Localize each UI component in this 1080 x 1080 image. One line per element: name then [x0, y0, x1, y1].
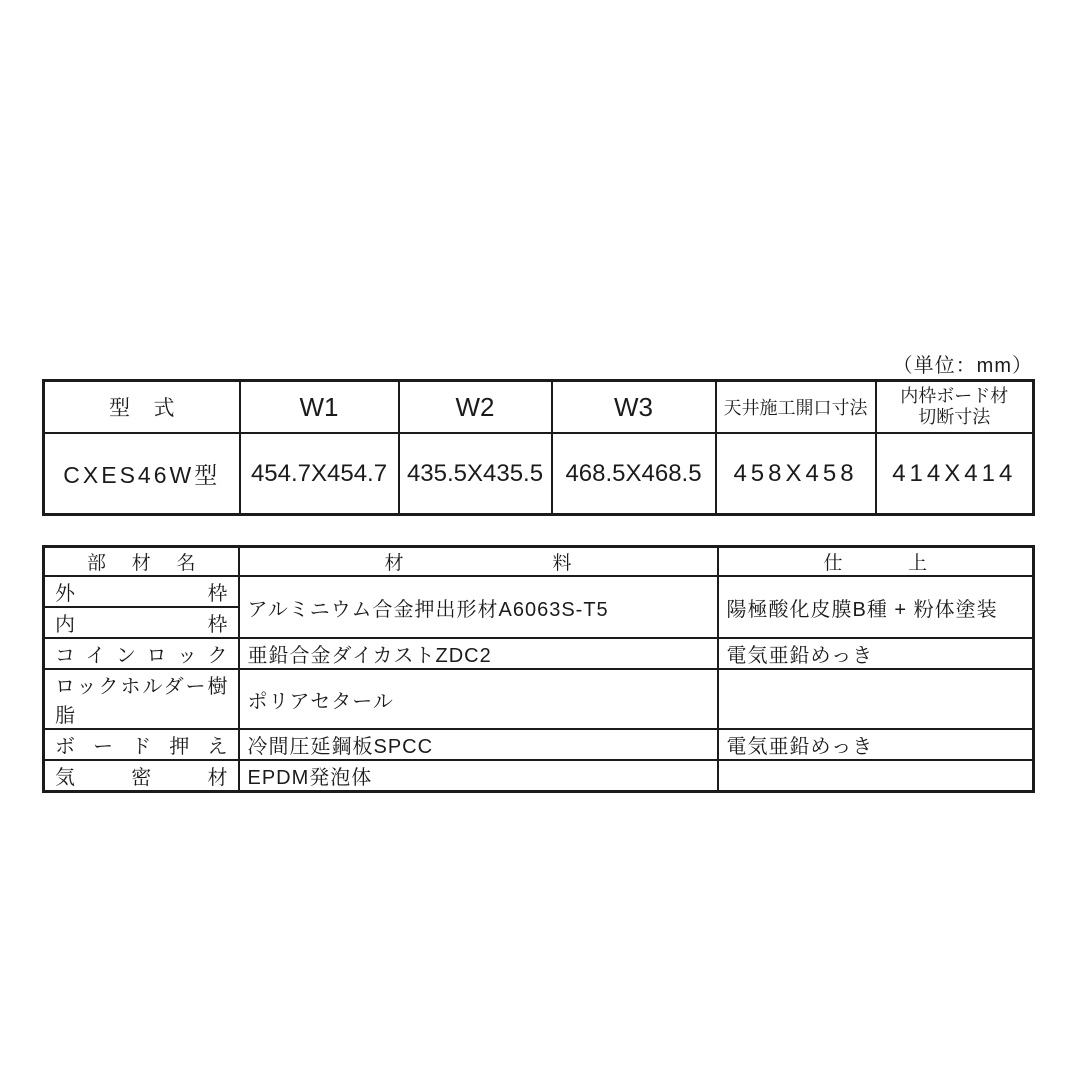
materials-header-part-cell: 部 材 名	[44, 547, 239, 577]
spec-header-w1-cell: W1	[240, 381, 399, 434]
gasket-material-cell: EPDM発泡体	[239, 760, 718, 792]
lock-holder-resin-finish-cell	[718, 669, 1034, 729]
materials-header-material-cell: 材 料	[239, 547, 718, 577]
lock-holder-resin-part-cell: ロックホルダー樹脂	[44, 669, 239, 729]
spec-table	[42, 379, 1035, 516]
board-retainer-part-cell: ボ ー ド 押 え	[44, 729, 239, 760]
board-retainer-row	[44, 729, 1034, 760]
board-retainer-finish-cell: 電気亜鉛めっき	[718, 729, 1034, 760]
spec-header-model-cell: 型 式	[44, 381, 240, 434]
outer-frame-part-cell: 外 枠	[44, 576, 239, 607]
spec-header-w2-cell: W2	[399, 381, 552, 434]
coin-lock-row	[44, 638, 1034, 669]
spec-data-row	[44, 433, 1034, 515]
spec-w2-value-cell: 435.5X435.5	[399, 433, 552, 515]
inner-board-header-line2: 切断寸法	[918, 407, 991, 427]
lock-holder-resin-material-cell: ポリアセタール	[239, 669, 718, 729]
gasket-finish-cell	[718, 760, 1034, 792]
coin-lock-finish-cell: 電気亜鉛めっき	[718, 638, 1034, 669]
lock-holder-resin-row	[44, 669, 1034, 729]
coin-lock-part-cell: コ イ ン ロ ッ ク	[44, 638, 239, 669]
coin-lock-material-cell: 亜鉛合金ダイカストZDC2	[239, 638, 718, 669]
spec-model-value-cell: CXES46W型	[44, 433, 240, 515]
spec-header-ceiling-opening-cell: 天井施工開口寸法	[716, 381, 876, 434]
unit-note: （単位：mm）	[892, 355, 1033, 377]
spec-header-w3-cell: W3	[552, 381, 716, 434]
outer-frame-row	[44, 576, 1034, 607]
spec-ceiling-opening-value-cell: 458X458	[716, 433, 876, 515]
frame-material-cell: アルミニウム合金押出形材A6063S-T5	[239, 576, 718, 638]
materials-header-finish-cell: 仕 上	[718, 547, 1034, 577]
spec-w3-value-cell: 468.5X468.5	[552, 433, 716, 515]
gasket-part-cell: 気 密 材	[44, 760, 239, 792]
spec-header-row	[44, 381, 1034, 434]
spec-w1-value-cell: 454.7X454.7	[240, 433, 399, 515]
inner-frame-part-cell: 内 枠	[44, 607, 239, 638]
materials-table	[42, 545, 1035, 793]
board-retainer-material-cell: 冷間圧延鋼板SPCC	[239, 729, 718, 760]
spec-inner-board-cut-value-cell: 414X414	[876, 433, 1034, 515]
materials-header-row	[44, 547, 1034, 577]
spec-header-inner-board-cell	[876, 381, 1034, 434]
inner-board-header-line1: 内枠ボード材	[900, 386, 1009, 406]
frame-finish-cell: 陽極酸化皮膜B種 + 粉体塗装	[718, 576, 1034, 638]
gasket-row	[44, 760, 1034, 792]
